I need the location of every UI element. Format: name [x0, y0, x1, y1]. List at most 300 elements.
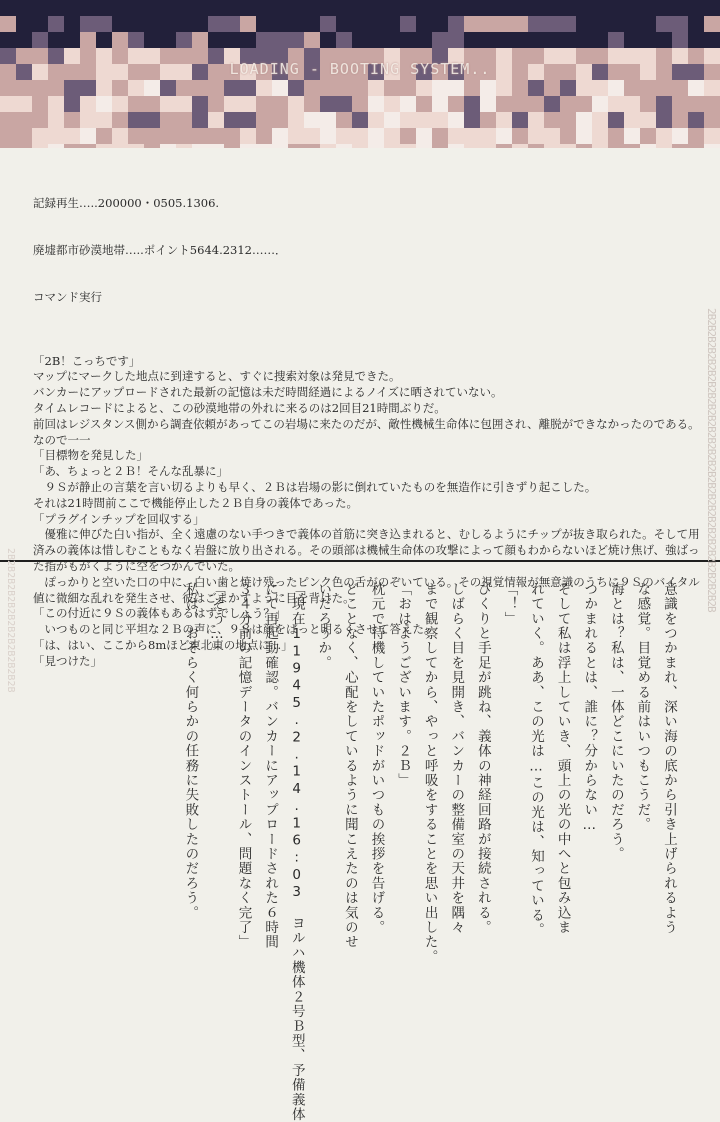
mosaic-cell — [432, 80, 448, 96]
mosaic-cell — [672, 80, 688, 96]
mosaic-cell — [352, 112, 368, 128]
mosaic-cell — [528, 0, 544, 16]
mosaic-cell — [560, 80, 576, 96]
mosaic-cell — [80, 32, 96, 48]
mosaic-cell — [160, 96, 176, 112]
mosaic-cell — [176, 128, 192, 144]
mosaic-cell — [320, 112, 336, 128]
mosaic-cell — [544, 80, 560, 96]
mosaic-cell — [64, 16, 80, 32]
mosaic-cell — [48, 32, 64, 48]
mosaic-cell — [400, 128, 416, 144]
log-line: 「あ、ちょっと２Ｂ！そんな乱暴に」 — [33, 464, 229, 479]
mosaic-cell — [64, 112, 80, 128]
mosaic-cell — [640, 0, 656, 16]
mosaic-cell — [0, 32, 16, 48]
log-line: いつものと同じ平坦な２Ｂの声に、９Ｓは顔をぱっと明るくさせて答えた。 — [33, 622, 436, 637]
mosaic-cell — [304, 96, 320, 112]
mosaic-cell — [416, 80, 432, 96]
mosaic-cell — [192, 96, 208, 112]
mosaic-cell — [80, 128, 96, 144]
mosaic-cell — [528, 112, 544, 128]
mosaic-cell — [64, 80, 80, 96]
mosaic-cell — [352, 96, 368, 112]
mosaic-cell — [0, 16, 16, 32]
log-line: マップにマークした地点に到達すると、すぐに捜索対象は発見できた。 — [33, 369, 401, 384]
mosaic-cell — [112, 112, 128, 128]
mosaic-cell — [432, 0, 448, 16]
mosaic-cell — [416, 96, 432, 112]
mosaic-cell — [208, 80, 224, 96]
mosaic-cell — [64, 128, 80, 144]
mosaic-cell — [576, 0, 592, 16]
mosaic-cell — [272, 32, 288, 48]
mosaic-cell — [256, 112, 272, 128]
mosaic-cell — [160, 128, 176, 144]
vertical-line: 「そう…」 — [208, 582, 225, 658]
mosaic-cell — [336, 128, 352, 144]
mosaic-cell — [256, 16, 272, 32]
mosaic-cell — [288, 128, 304, 144]
mosaic-cell — [480, 128, 496, 144]
log-header-line: コマンド実行 — [33, 290, 102, 305]
mosaic-cell — [32, 128, 48, 144]
mosaic-cell — [96, 0, 112, 16]
mosaic-cell — [192, 16, 208, 32]
mosaic-cell — [240, 16, 256, 32]
mosaic-cell — [464, 112, 480, 128]
mosaic-cell — [688, 128, 704, 144]
mosaic-cell — [112, 16, 128, 32]
mosaic-cell — [336, 16, 352, 32]
mosaic-cell — [192, 112, 208, 128]
mosaic-cell — [80, 0, 96, 16]
mosaic-cell — [464, 0, 480, 16]
log-line: ぽっかりと空いた口の中に、白い歯と焼け残ったピンク色の舌がのぞいている。その視覚情報が無意識のうちに９Ｓのバイタル値に微細な乱れを発生させ、彼はごまかすように目を背けた。 — [33, 574, 700, 605]
side-decoration: 2B2B2B2B2B2B2B2B2B2B2B2B2B2B2B2B2B2B2B2B2B2B2B2B2B2B2B — [705, 308, 718, 612]
log-line: ９Ｓが静止の言葉を言い切るよりも早く、２Ｂは岩場の影に倒れていたものを無造作に引きずり起こした。 — [33, 479, 597, 494]
mosaic-cell — [96, 96, 112, 112]
mosaic-cell — [272, 112, 288, 128]
mosaic-cell — [512, 112, 528, 128]
mosaic-cell — [112, 128, 128, 144]
mosaic-cell — [704, 96, 720, 112]
mosaic-cell — [432, 128, 448, 144]
log-line: 「は、はい、ここから8mほど東北東の地点に…」 — [33, 637, 293, 652]
mosaic-cell — [320, 32, 336, 48]
mosaic-cell — [624, 16, 640, 32]
log-header-line: 記録再生…..200000・0505.1306. — [33, 195, 220, 210]
mosaic-cell — [464, 32, 480, 48]
mosaic-cell — [640, 128, 656, 144]
log-line: バンカーにアップロードされた最新の記憶は未だ時間経過によるノイズに晒されていない。 — [33, 385, 503, 400]
mosaic-cell — [0, 0, 16, 16]
mosaic-cell — [480, 16, 496, 32]
mosaic-cell — [128, 112, 144, 128]
mosaic-cell — [608, 80, 624, 96]
mosaic-cell — [416, 0, 432, 16]
mosaic-cell — [656, 96, 672, 112]
mosaic-cell — [144, 0, 160, 16]
mosaic-cell — [272, 0, 288, 16]
mosaic-cell — [208, 0, 224, 16]
mosaic-cell — [672, 32, 688, 48]
mosaic-cell — [528, 128, 544, 144]
vertical-line: 海とは？私は、一体どこにいたのだろう。 — [607, 582, 624, 862]
vertical-line: ３４分前の記憶データのインストール、問題なく完了」 — [235, 582, 252, 950]
mosaic-cell — [528, 32, 544, 48]
mosaic-cell — [304, 32, 320, 48]
mosaic-cell — [160, 32, 176, 48]
mosaic-cell — [224, 112, 240, 128]
mosaic-cell — [16, 96, 32, 112]
mosaic-cell — [400, 32, 416, 48]
mosaic-cell — [288, 32, 304, 48]
mosaic-cell — [704, 80, 720, 96]
mosaic-cell — [112, 0, 128, 16]
mosaic-cell — [48, 0, 64, 16]
mosaic-cell — [336, 96, 352, 112]
mosaic-cell — [384, 16, 400, 32]
mosaic-cell — [656, 112, 672, 128]
mosaic-cell — [128, 0, 144, 16]
mosaic-cell — [112, 80, 128, 96]
mosaic-cell — [32, 112, 48, 128]
mosaic-cell — [512, 16, 528, 32]
mosaic-cell — [528, 16, 544, 32]
mosaic-cell — [64, 0, 80, 16]
mosaic-cell — [704, 0, 720, 16]
mosaic-cell — [448, 32, 464, 48]
mosaic-cell — [288, 96, 304, 112]
mosaic-cell — [352, 16, 368, 32]
mosaic-cell — [160, 80, 176, 96]
mosaic-cell — [576, 128, 592, 144]
mosaic-cell — [16, 32, 32, 48]
mosaic-cell — [656, 80, 672, 96]
mosaic-cell — [144, 32, 160, 48]
mosaic-cell — [96, 128, 112, 144]
mosaic-cell — [176, 80, 192, 96]
mosaic-cell — [224, 96, 240, 112]
mosaic-cell — [320, 128, 336, 144]
mosaic-cell — [512, 80, 528, 96]
mosaic-cell — [144, 80, 160, 96]
mosaic-cell — [624, 112, 640, 128]
mosaic-cell — [640, 32, 656, 48]
mosaic-cell — [656, 32, 672, 48]
mosaic-cell — [512, 96, 528, 112]
vertical-line: 「現在11945.2.14.16:03 ヨルハ機体２号Ｂ型、予備義体 — [288, 582, 305, 1122]
mosaic-cell — [400, 112, 416, 128]
mosaic-cell — [416, 32, 432, 48]
mosaic-cell — [704, 16, 720, 32]
vertical-line: いだろうか。 — [315, 582, 332, 671]
mosaic-cell — [192, 32, 208, 48]
mosaic-cell — [240, 32, 256, 48]
mosaic-cell — [368, 0, 384, 16]
mosaic-cell — [480, 80, 496, 96]
mosaic-cell — [240, 80, 256, 96]
log-line: 「この付近に９Ｓの義体もあるはずでしょう？」 — [33, 606, 287, 621]
mosaic-cell — [288, 80, 304, 96]
mosaic-cell — [496, 32, 512, 48]
mosaic-cell — [352, 0, 368, 16]
mosaic-cell — [384, 128, 400, 144]
vertical-line: そして私は浮上していき、頭上の光の中へと包み込ま — [554, 582, 571, 935]
mosaic-cell — [528, 96, 544, 112]
mosaic-cell — [144, 128, 160, 144]
mosaic-cell — [48, 128, 64, 144]
mosaic-cell — [496, 0, 512, 16]
log-header-line: 廃墟都市砂漠地帯…..ポイント5644.2312……． — [33, 242, 287, 257]
mosaic-cell — [416, 112, 432, 128]
mosaic-cell — [272, 128, 288, 144]
mosaic-cell — [368, 32, 384, 48]
mosaic-cell — [96, 80, 112, 96]
mosaic-cell — [560, 0, 576, 16]
mosaic-cell — [48, 96, 64, 112]
mosaic-cell — [608, 0, 624, 16]
mosaic-cell — [592, 32, 608, 48]
mosaic-cell — [624, 96, 640, 112]
log-line: 「目標物を発見した」 — [33, 448, 148, 463]
mosaic-cell — [688, 112, 704, 128]
mosaic-cell — [576, 96, 592, 112]
mosaic-cell — [544, 96, 560, 112]
mosaic-cell — [640, 80, 656, 96]
mosaic-cell — [672, 128, 688, 144]
mosaic-cell — [64, 32, 80, 48]
mosaic-cell — [368, 96, 384, 112]
mosaic-cell — [368, 112, 384, 128]
mosaic-cell — [160, 16, 176, 32]
mosaic-cell — [208, 128, 224, 144]
mosaic-cell — [16, 128, 32, 144]
mosaic-cell — [592, 128, 608, 144]
vertical-line: まで観察してから、やっと呼吸をすることを思い出した。 — [421, 582, 438, 965]
mosaic-cell — [208, 16, 224, 32]
mosaic-cell — [608, 96, 624, 112]
mosaic-cell — [704, 112, 720, 128]
mosaic-cell — [448, 96, 464, 112]
mosaic-cell — [400, 16, 416, 32]
mosaic-cell — [32, 0, 48, 16]
mosaic-cell — [224, 32, 240, 48]
mosaic-cell — [608, 128, 624, 144]
log-line: 優雅に伸びた白い指が、全く遠慮のない手つきで義体の首筋に突き込まれると、むしるようにチップが抜き取られた。そして用済みの義体は惜しむこともなく岩盤に放り出される。その頭部は機械生命体の攻撃によって顔もわからないほど焼け焦げ、強ばった指がもがくように空をつかんでいた。 — [33, 527, 700, 573]
mosaic-cell — [256, 96, 272, 112]
mosaic-cell — [80, 112, 96, 128]
mosaic-cell — [496, 80, 512, 96]
mosaic-cell — [688, 32, 704, 48]
mosaic-cell — [0, 112, 16, 128]
mosaic-cell — [416, 16, 432, 32]
mosaic-cell — [32, 96, 48, 112]
log-line: それは21時間前ここで機能停止した２Ｂ自身の義体であった。 — [33, 495, 359, 510]
mosaic-cell — [688, 96, 704, 112]
mosaic-cell — [464, 128, 480, 144]
mosaic-cell — [320, 16, 336, 32]
log-line — [33, 338, 705, 354]
mosaic-cell — [368, 16, 384, 32]
mosaic-cell — [336, 80, 352, 96]
mosaic-cell — [560, 112, 576, 128]
mosaic-cell — [512, 0, 528, 16]
log-line: 前回はレジスタンス側から調査依頼があってこの岩場に来たのだが、敵性機械生命体に包囲され、離脱ができなかったのである。なので一一 — [33, 416, 700, 447]
mosaic-cell — [432, 16, 448, 32]
mosaic-cell — [688, 16, 704, 32]
mosaic-cell — [672, 112, 688, 128]
vertical-line: 「！」 — [501, 582, 518, 627]
mosaic-cell — [704, 32, 720, 48]
mosaic-cell — [624, 128, 640, 144]
mosaic-cell — [448, 112, 464, 128]
mosaic-cell — [496, 96, 512, 112]
mosaic-cell — [592, 0, 608, 16]
mosaic-cell — [560, 32, 576, 48]
left-decoration: 2B2B2B2B2B2B2B2B2B2B2B2B — [5, 548, 16, 693]
mosaic-cell — [448, 128, 464, 144]
mosaic-cell — [256, 32, 272, 48]
mosaic-cell — [608, 32, 624, 48]
mosaic-cell — [304, 128, 320, 144]
mosaic-cell — [512, 32, 528, 48]
vertical-line: にて再起動確認。バンカーにアップロードされた６時間 — [262, 582, 279, 950]
mosaic-cell — [176, 112, 192, 128]
mosaic-cell — [192, 0, 208, 16]
mosaic-cell — [640, 16, 656, 32]
mosaic-cell — [80, 96, 96, 112]
mosaic-cell — [480, 96, 496, 112]
mosaic-cell — [128, 80, 144, 96]
mosaic-cell — [576, 32, 592, 48]
mosaic-cell — [688, 80, 704, 96]
mosaic-cell — [368, 80, 384, 96]
mosaic-cell — [496, 16, 512, 32]
mosaic-cell — [496, 128, 512, 144]
mosaic-cell — [384, 0, 400, 16]
mosaic-cell — [672, 96, 688, 112]
mosaic-cell — [640, 112, 656, 128]
mosaic-cell — [608, 112, 624, 128]
mosaic-cell — [256, 128, 272, 144]
mosaic-cell — [112, 96, 128, 112]
mosaic-cell — [432, 96, 448, 112]
mosaic-cell — [624, 32, 640, 48]
mosaic-cell — [480, 0, 496, 16]
mosaic-cell — [288, 112, 304, 128]
mosaic-cell — [656, 16, 672, 32]
mosaic-cell — [192, 80, 208, 96]
log-line: 「2B！こっちです」 — [33, 353, 141, 368]
vertical-text — [177, 582, 682, 1122]
mosaic-cell — [384, 32, 400, 48]
mosaic-cell — [304, 80, 320, 96]
banner-title: LOADING - BOOTING SYSTEM.. — [229, 60, 491, 78]
mosaic-cell — [48, 112, 64, 128]
mosaic-cell — [112, 32, 128, 48]
mosaic-cell — [288, 0, 304, 16]
mosaic-cell — [0, 128, 16, 144]
mosaic-cell — [336, 112, 352, 128]
loading-banner — [0, 0, 720, 148]
mosaic-cell — [240, 0, 256, 16]
mosaic-cell — [592, 16, 608, 32]
mosaic-cell — [400, 0, 416, 16]
mosaic-cell — [224, 16, 240, 32]
mosaic-cell — [240, 112, 256, 128]
mosaic-cell — [288, 16, 304, 32]
mosaic-cell — [128, 128, 144, 144]
mosaic-cell — [448, 80, 464, 96]
mosaic-cell — [208, 32, 224, 48]
mosaic-cell — [544, 128, 560, 144]
mosaic-cell — [208, 112, 224, 128]
mosaic-cell — [432, 32, 448, 48]
mosaic-cell — [544, 0, 560, 16]
mosaic-cell — [336, 32, 352, 48]
mosaic-cell — [80, 16, 96, 32]
mosaic-cell — [144, 96, 160, 112]
vertical-line: しばらく目を見開き、バンカーの整備室の天井を隅々 — [448, 582, 465, 935]
mosaic-cell — [320, 80, 336, 96]
mosaic-cell — [176, 32, 192, 48]
mosaic-cell — [384, 112, 400, 128]
mosaic-cell — [576, 80, 592, 96]
mosaic-cell — [128, 96, 144, 112]
mosaic-cell — [16, 112, 32, 128]
mosaic-cell — [464, 96, 480, 112]
mosaic-cell — [272, 96, 288, 112]
mosaic-cell — [272, 80, 288, 96]
mosaic-cell — [656, 0, 672, 16]
mosaic-cell — [480, 32, 496, 48]
mosaic-cell — [480, 112, 496, 128]
mosaic-cell — [272, 16, 288, 32]
vertical-line: どことなく、心配をしているように聞こえたのは気のせ — [341, 582, 358, 950]
mosaic-cell — [528, 80, 544, 96]
mosaic-cell — [64, 96, 80, 112]
mosaic-cell — [0, 96, 16, 112]
mosaic-cell — [336, 0, 352, 16]
mosaic-cell — [240, 128, 256, 144]
mosaic-cell — [256, 80, 272, 96]
mosaic-cell — [352, 32, 368, 48]
mosaic-cell — [688, 0, 704, 16]
mosaic-cell — [544, 16, 560, 32]
mosaic-cell — [0, 80, 16, 96]
mosaic-cell — [320, 96, 336, 112]
vertical-line: びくりと手足が跳ね、義体の神経回路が接続される。 — [474, 582, 491, 935]
mosaic-cell — [608, 16, 624, 32]
mosaic-cell — [464, 80, 480, 96]
mosaic-cell — [32, 16, 48, 32]
mosaic-cell — [32, 80, 48, 96]
mosaic-cell — [672, 16, 688, 32]
mosaic-cell — [464, 16, 480, 32]
mosaic-cell — [496, 112, 512, 128]
mosaic-cell — [560, 16, 576, 32]
vertical-line: な感覚。目覚める前はいつもこうだ。 — [634, 582, 651, 832]
mosaic-cell — [48, 16, 64, 32]
mosaic-cell — [240, 96, 256, 112]
log-line: 「プラグインチップを回収する」 — [33, 511, 205, 526]
mosaic-cell — [384, 80, 400, 96]
vertical-line: 意識をつかまれ、深い海の底から引き上げられるよう — [661, 582, 677, 935]
mosaic-cell — [304, 112, 320, 128]
mosaic-cell — [176, 96, 192, 112]
